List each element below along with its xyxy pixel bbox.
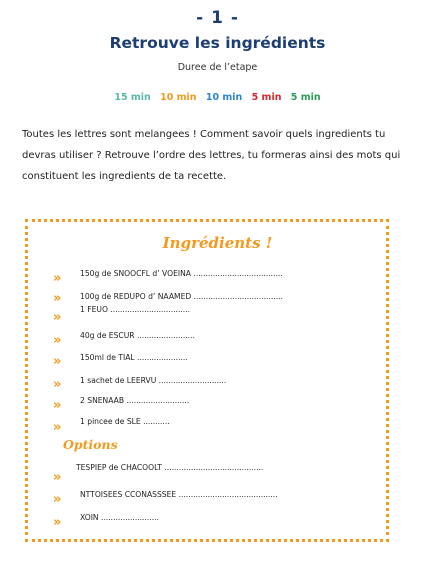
chevron-double-right-icon: » [53,492,62,507]
option-line: XOIN ........................ [80,513,159,522]
duration-list [0,92,435,103]
chevron-double-right-icon: » [53,333,62,348]
chevron-double-right-icon: » [53,515,62,530]
duration-2: 10 min [160,92,197,103]
chevron-double-right-icon: » [53,470,62,485]
chevron-double-right-icon: » [53,354,62,369]
ingredient-line: 1 pincee de SLE ........... [80,417,170,426]
chevron-double-right-icon: » [53,271,62,286]
ingredient-line: 1 FEUO ................................. [80,305,191,314]
chevron-double-right-icon: » [53,291,62,306]
duration-heading: Duree de l’etape [177,62,258,73]
duration-4: 5 min [251,92,282,103]
ingredient-line: 1 sachet de LEERVU ............................ [80,376,227,385]
ingredient-line: 150g de SNOOCFL d’ VOEINA ..................................... [80,269,283,278]
step-number: - 1 - [196,8,239,28]
options-title: Options [63,437,118,452]
page-title: Retrouve les ingrédients [109,34,326,52]
ingredient-line: 150ml de TIAL ..................... [80,353,188,362]
duration-1: 15 min [114,92,151,103]
chevron-double-right-icon: » [53,377,62,392]
option-line: NTTOISEES CCONASSSEE ......................................... [80,490,278,499]
ingredient-line: 2 SNENAAB .......................... [80,396,190,405]
chevron-double-right-icon: » [53,420,62,435]
ingredients-title: Ingrédients ! [162,234,273,252]
ingredient-line: 40g de ESCUR ........................ [80,331,195,340]
chevron-double-right-icon: » [53,310,62,325]
ingredient-line: 100g de REDUPO d’ NAAMED ..................................... [80,292,283,301]
duration-3: 10 min [205,92,243,103]
intro-paragraph: Toutes les lettres sont melangees ! Comment savoir quels ingredients tu devras utiliser ? Retrouve l’ordre des lettres, tu formeras ainsi des mots qui constituent les ingredients de ta recette. [22,129,401,182]
option-line: TESPIEP de CHACOOLT ......................................... [76,463,264,472]
duration-5: 5 min [290,92,321,103]
chevron-double-right-icon: » [53,398,62,413]
